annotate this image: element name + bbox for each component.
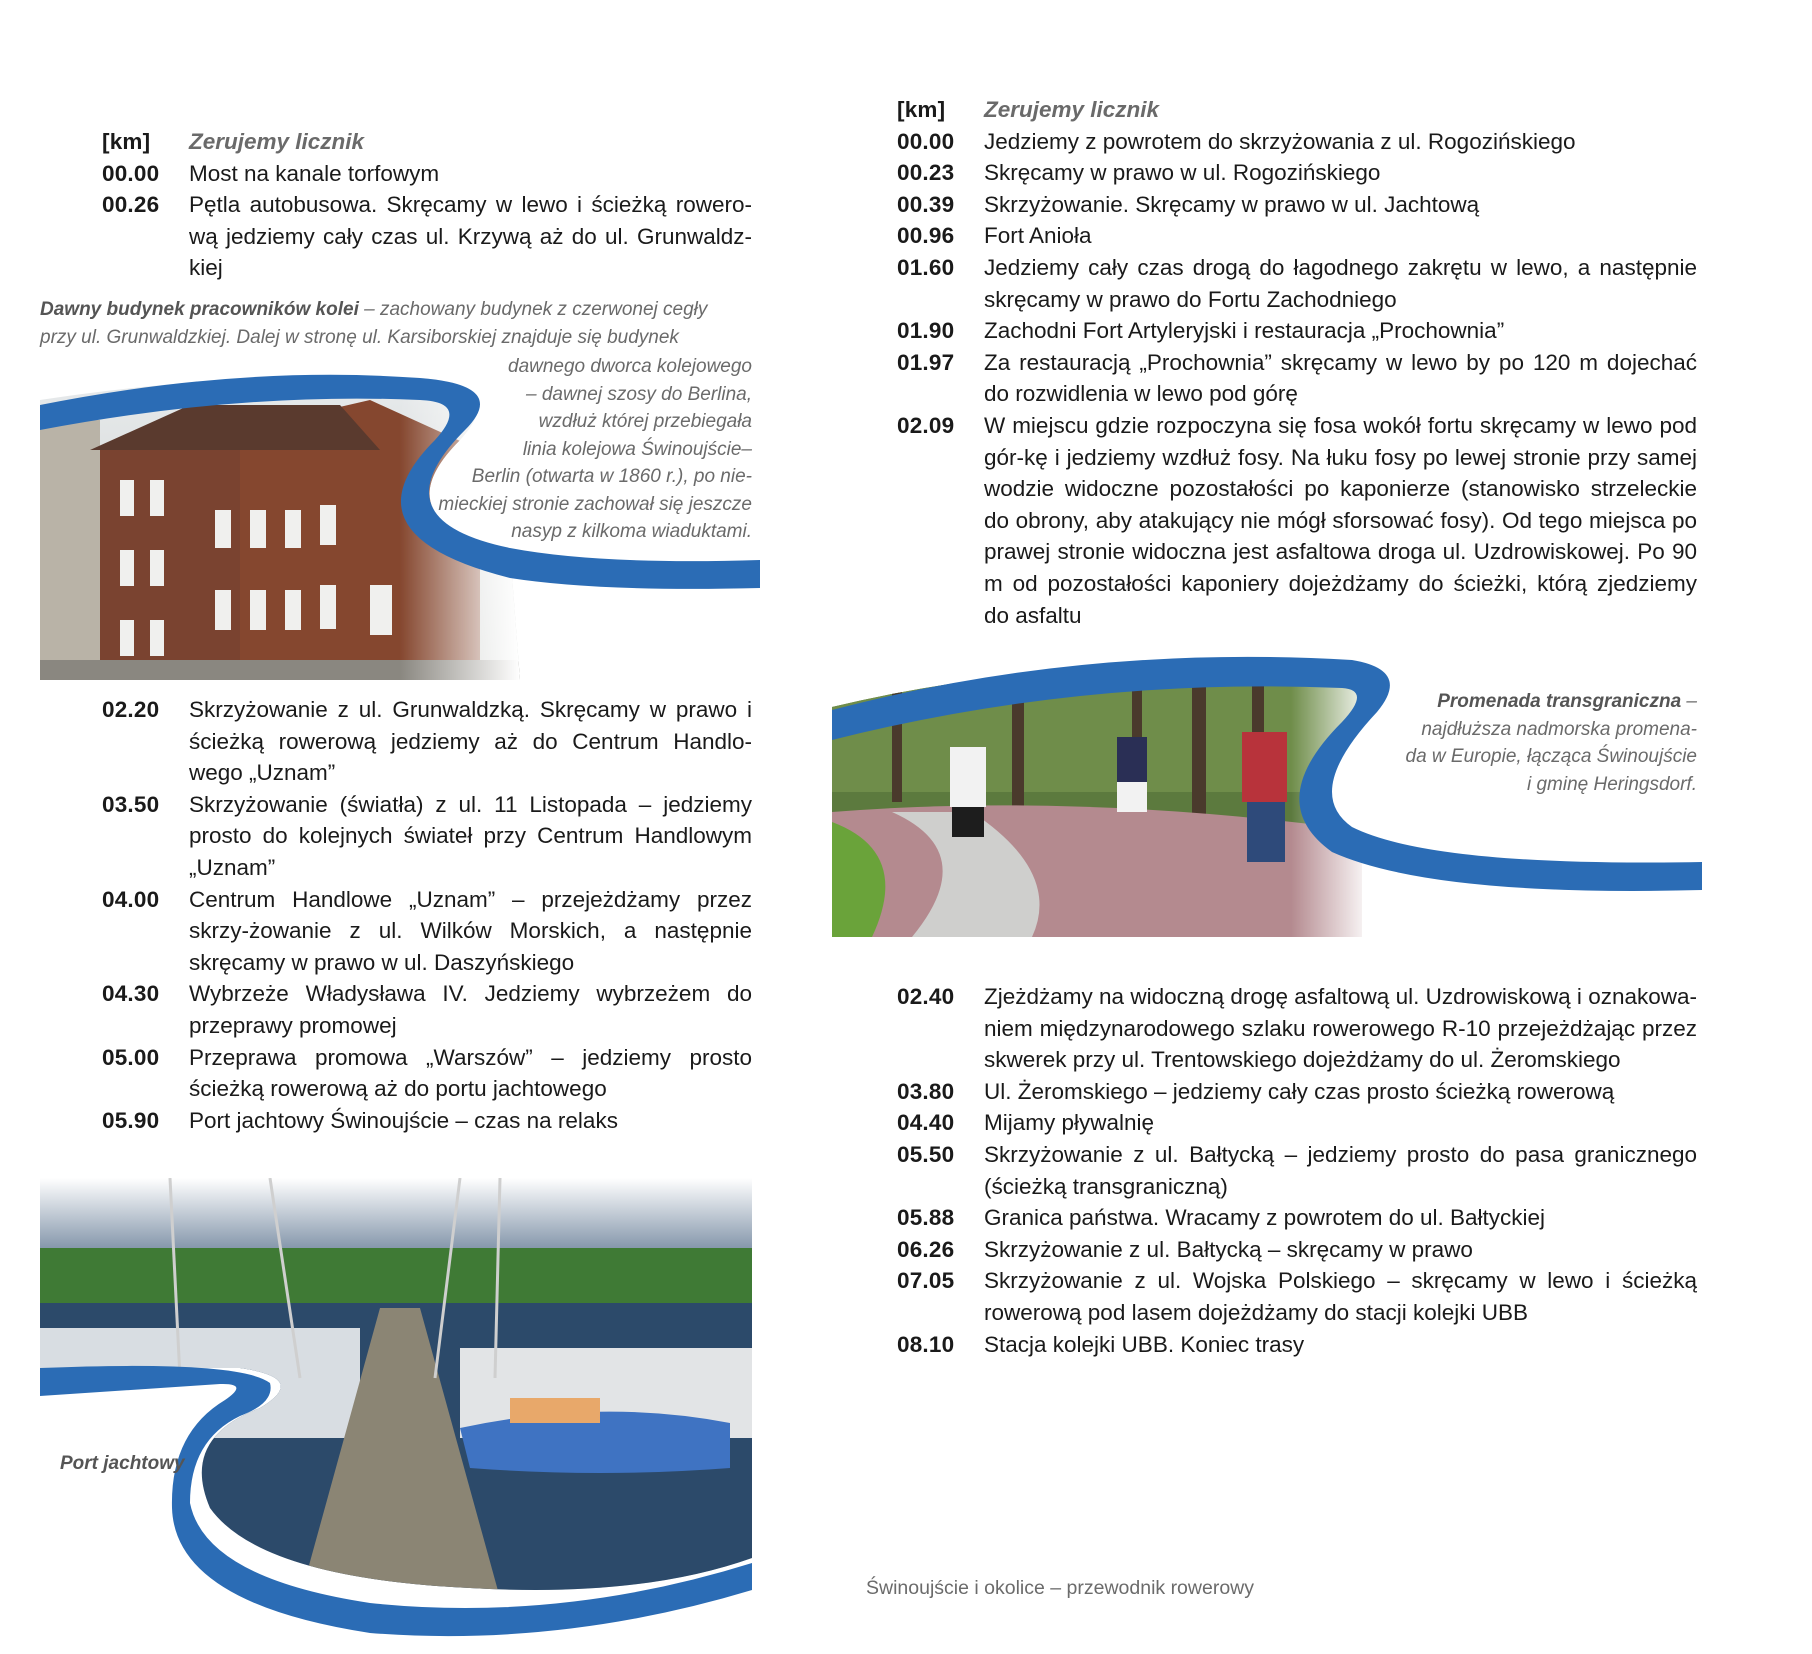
promenade-caption-line: najdłuższa nadmorska promena- bbox=[1421, 718, 1697, 740]
route-entry bbox=[897, 1107, 1697, 1139]
left-route-top bbox=[102, 126, 752, 284]
km-value: 01.90 bbox=[897, 318, 955, 344]
route-entry bbox=[102, 158, 752, 190]
km-value: 00.00 bbox=[897, 128, 955, 154]
route-description: Skrzyżowanie. Skręcamy w prawo w ul. Jachtową bbox=[984, 191, 1480, 217]
route-description: Fort Anioła bbox=[984, 223, 1092, 249]
km-value: 08.10 bbox=[897, 1331, 955, 1357]
route-entry bbox=[102, 1105, 752, 1137]
building-caption-line: wzdłuż której przebiegała bbox=[538, 411, 752, 432]
building-caption-line: mieckiej stronie zachował się jeszcze bbox=[438, 493, 752, 515]
building-caption-line: nasyp z kilkoma wiaduktami. bbox=[511, 521, 752, 542]
route-description: Skrzyżowanie z ul. Bałtycką – skręcamy w prawo bbox=[984, 1236, 1473, 1262]
route-description: Most na kanale torfowym bbox=[189, 160, 440, 186]
right-route-top bbox=[897, 94, 1697, 631]
promenade-caption-line: i gminę Heringsdorf. bbox=[1526, 773, 1697, 795]
km-value: 03.50 bbox=[102, 791, 160, 817]
km-value: 04.40 bbox=[897, 1110, 955, 1136]
route-entry bbox=[102, 694, 752, 789]
route-header bbox=[102, 126, 752, 158]
route-description: Zachodni Fort Artyleryjski i restauracja „Prochownia” bbox=[984, 318, 1505, 344]
building-caption-body bbox=[396, 353, 752, 546]
building-caption-top bbox=[40, 296, 752, 351]
route-entry bbox=[897, 220, 1697, 252]
route-description: Wybrzeże Władysława IV. Jedziemy wybrzeżem do przeprawy promowej bbox=[189, 981, 752, 1038]
route-entry bbox=[897, 157, 1697, 189]
km-value: 02.40 bbox=[897, 984, 955, 1009]
right-route-bottom bbox=[897, 981, 1697, 1360]
route-description: Jedziemy cały czas drogą do łagodnego zakrętu w lewo, a następnie skręcamy w prawo do Fortu Zachodniego bbox=[984, 254, 1697, 312]
route-description: Skręcamy w prawo w ul. Rogozińskiego bbox=[984, 160, 1381, 186]
km-value: 02.09 bbox=[897, 412, 955, 438]
km-value: 01.97 bbox=[897, 349, 955, 375]
route-entry bbox=[897, 1234, 1697, 1266]
route-entry bbox=[897, 981, 1697, 1076]
route-description: Port jachtowy Świnoujście – czas na relaks bbox=[189, 1107, 618, 1133]
route-description: Za restauracją „Prochownia” skręcamy w lewo by po 120 m dojechać do rozwidlenia w lewo pod górę bbox=[984, 349, 1697, 407]
building-caption-line2: przy ul. Grunwaldzkiej. Dalej w stronę ul. Karsiborskiej znajduje się budynek bbox=[40, 326, 679, 348]
left-route-bottom bbox=[102, 694, 752, 1136]
km-value: 05.50 bbox=[897, 1141, 955, 1167]
route-description: Centrum Handlowe „Uznam” – przejeżdżamy przez skrzy-żowanie z ul. Wilków Morskich, a następnie skręcamy w prawo w ul. Daszyńskiego bbox=[189, 886, 752, 975]
km-value: 05.00 bbox=[102, 1044, 160, 1070]
km-value: 00.00 bbox=[102, 160, 160, 186]
km-value: 00.39 bbox=[897, 191, 955, 217]
route-entry bbox=[897, 1329, 1697, 1361]
promenade-caption: Promenada transgraniczna – najdłuższa nadmorska promena- da w Europie, łącząca Świnoujście i gminę Heringsdorf. bbox=[1345, 688, 1697, 798]
port-caption: Port jachtowy bbox=[60, 1453, 185, 1474]
reset-counter-label: Zerujemy licznik bbox=[189, 129, 365, 154]
building-caption-line: – dawnej szosy do Berlina, bbox=[525, 383, 752, 405]
route-description: Zjeżdżamy na widoczną drogę asfaltową ul. Uzdrowiskową i oznakowa-niem międzynarodowego szlaku rowerowego R-10 przejeżdżając przez skwerek przy ul. Trentowskiego dojeżdżamy do ul. Żeromskiego bbox=[984, 984, 1697, 1073]
km-value: 00.26 bbox=[102, 192, 160, 218]
route-description: Skrzyżowanie (światła) z ul. 11 Listopada – jedziemy prosto do kolejnych świateł przy Centrum Handlowym „Uznam” bbox=[189, 791, 752, 880]
km-value: 03.80 bbox=[897, 1078, 955, 1104]
km-value: 04.00 bbox=[102, 886, 160, 912]
route-entry bbox=[897, 1265, 1697, 1328]
km-value: 05.88 bbox=[897, 1205, 955, 1231]
route-description: Jedziemy z powrotem do skrzyżowania z ul. Rogozińskiego bbox=[984, 128, 1576, 154]
km-unit-label: [km] bbox=[102, 129, 151, 154]
building-caption-line: Berlin (otwarta w 1860 r.), po nie- bbox=[471, 466, 752, 487]
route-entry bbox=[897, 1202, 1697, 1234]
reset-counter-label: Zerujemy licznik bbox=[984, 97, 1160, 122]
km-value: 04.30 bbox=[102, 981, 160, 1007]
route-entry bbox=[897, 347, 1697, 410]
route-description: Ul. Żeromskiego – jedziemy cały czas prosto ścieżką rowerową bbox=[984, 1078, 1615, 1104]
route-entry bbox=[897, 1076, 1697, 1108]
km-value: 00.23 bbox=[897, 160, 955, 186]
route-description: Mijamy pływalnię bbox=[984, 1110, 1155, 1136]
route-description: Skrzyżowanie z ul. Bałtycką – jedziemy prosto do pasa granicznego (ścieżką transgraniczną) bbox=[984, 1141, 1697, 1199]
km-value: 07.05 bbox=[897, 1268, 955, 1294]
building-caption-line1: – zachowany budynek z czerwonej cegły bbox=[358, 299, 708, 320]
km-value: 06.26 bbox=[897, 1236, 955, 1262]
building-caption-line: dawnego dworca kolejowego bbox=[508, 356, 752, 377]
km-value: 00.96 bbox=[897, 223, 955, 249]
route-description: Pętla autobusowa. Skręcamy w lewo i ścieżką rowero-wą jedziemy cały czas ul. Krzywą aż do ul. Grunwaldz-kiej bbox=[189, 192, 752, 281]
promenade-caption-line: da w Europie, łącząca Świnoujście bbox=[1405, 746, 1697, 767]
port-photo bbox=[40, 1178, 752, 1648]
building-caption-title: Dawny budynek pracowników kolei bbox=[40, 299, 359, 320]
route-entry bbox=[897, 252, 1697, 315]
page-footer: Świnoujście i okolice – przewodnik rowerowy bbox=[866, 1577, 1255, 1599]
promenade-caption-title: Promenada transgraniczna bbox=[1437, 691, 1682, 712]
km-value: 01.60 bbox=[897, 254, 955, 280]
route-description: Granica państwa. Wracamy z powrotem do ul. Bałtyckiej bbox=[984, 1205, 1546, 1231]
route-description: Przeprawa promowa „Warszów” – jedziemy prosto ścieżką rowerową aż do portu jachtowego bbox=[189, 1044, 752, 1102]
route-description: Stacja kolejki UBB. Koniec trasy bbox=[984, 1331, 1305, 1357]
route-description: W miejscu gdzie rozpoczyna się fosa wokół fortu skręcamy w lewo pod gór-kę i jedziemy wzdłuż fosy. Na łuku fosy po lewej stronie przy samej wodzie widoczne pozostałości po kaponierze (stanowisko strzeleckie do obrony, aby atakujący nie mógł sforsować fosy). Od tego miejsca po prawej stronie widoczna jest asfaltowa droga ul. Uzdrowiskowej. Po 90 m od pozostałości kaponiery dojeżdżamy do ścieżki, którą zjedziemy do asfaltu bbox=[984, 412, 1697, 628]
route-entry bbox=[102, 884, 752, 979]
route-entry bbox=[897, 1139, 1697, 1202]
km-unit-label: [km] bbox=[897, 97, 946, 122]
route-header bbox=[897, 94, 1697, 126]
km-value: 02.20 bbox=[102, 697, 160, 722]
km-value: 05.90 bbox=[102, 1107, 160, 1133]
route-entry bbox=[102, 978, 752, 1041]
route-description: Skrzyżowanie z ul. Grunwaldzką. Skręcamy w prawo i ścieżką rowerową jedziemy aż do Centrum Handlo-wego „Uznam” bbox=[189, 697, 752, 786]
route-entry bbox=[102, 1042, 752, 1105]
building-caption-line: linia kolejowa Świnoujście– bbox=[522, 438, 752, 460]
route-entry bbox=[102, 789, 752, 884]
route-entry bbox=[897, 189, 1697, 221]
route-entry bbox=[897, 126, 1697, 158]
route-entry bbox=[102, 189, 752, 284]
route-entry bbox=[897, 315, 1697, 347]
route-description: Skrzyżowanie z ul. Wojska Polskiego – skręcamy w lewo i ścieżką rowerową pod lasem dojeżdżamy do stacji kolejki UBB bbox=[984, 1268, 1697, 1325]
route-entry bbox=[897, 410, 1697, 631]
